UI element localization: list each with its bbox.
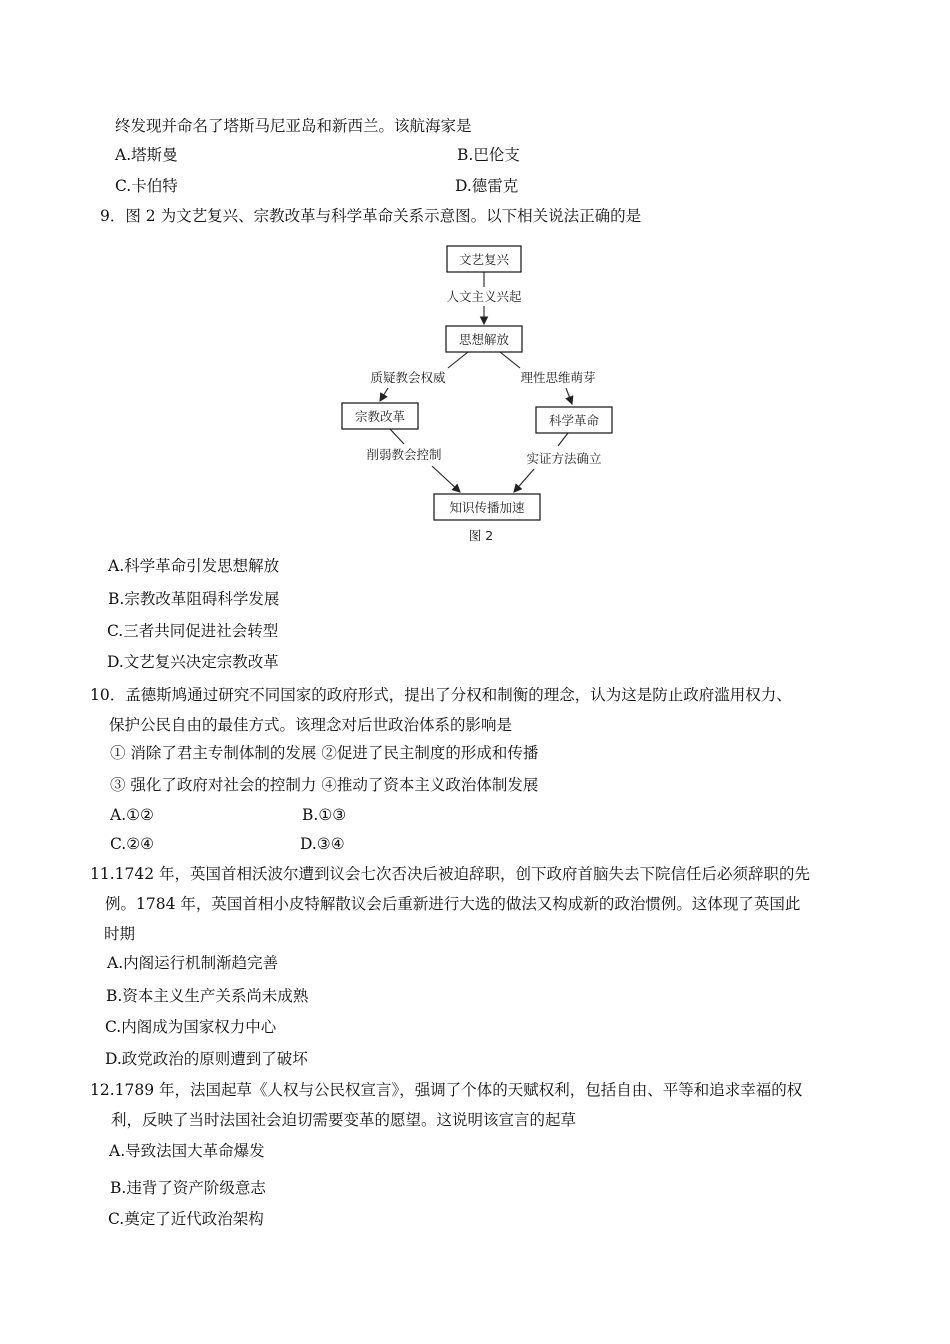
q12-option-c: C.奠定了近代政治架构 [108,1210,264,1228]
q9-option-d: D.文艺复兴决定宗教改革 [107,653,279,671]
q12-option-b: B.违背了资产阶级意志 [110,1179,266,1197]
q9-stem: 9．图 2 为文艺复兴、宗教改革与科学革命关系示意图。以下相关说法正确的是 [100,207,642,225]
box-knowledge-label: 知识传播加速 [449,500,525,515]
q8-option-a: A.塔斯曼 [115,146,178,164]
q11-stem-line2: 例。1784 年，英国首相小皮特解散议会后重新进行大选的做法又构成新的政治惯例。这体现了英国此 [105,895,801,913]
label-question-church: 质疑教会权威 [370,370,446,385]
q12-stem-line2: 利，反映了当时法国社会迫切需要变革的愿望。这说明该宣言的起草 [111,1111,577,1129]
arrow-to-science [566,388,572,404]
q12-stem-line1: 12.1789 年，法国起草《人权与公民权宣言》，强调了个体的天赋权利，包括自由、平等和追求幸福的权 [90,1081,803,1099]
label-humanism: 人文主义兴起 [446,289,522,304]
q8-option-b: B.巴伦支 [457,146,520,164]
figure-caption: 图 2 [468,528,494,543]
q8-option-d: D.德雷克 [455,177,519,195]
box-reformation-label: 宗教改革 [354,409,406,424]
arrow-science-down [558,433,568,446]
q11-stem-line3: 时期 [104,925,136,943]
q10-stem-line2: 保护公民自由的最佳方式。该理念对后世政治体系的影响是 [109,716,513,734]
q10-option-b: B.①③ [302,806,347,824]
q10-items-line1: ① 消除了君主专制体制的发展 ②促进了民主制度的形成和传播 [110,744,539,762]
box-renaissance-label: 文艺复兴 [458,252,510,267]
q9-option-a: A.科学革命引发思想解放 [108,557,280,575]
q12-option-a: A.导致法国大革命爆发 [109,1142,265,1160]
label-rational-thought: 理性思维萌芽 [520,370,596,385]
arrow-to-knowledge-left [432,466,460,492]
arrow-liberation-right [500,352,520,368]
q11-stem-line1: 11.1742 年，英国首相沃波尔遭到议会七次否决后被迫辞职，创下政府首脑失去下院信任后必须辞职的先 [90,865,811,883]
label-empirical: 实证方法确立 [526,451,602,466]
relationship-diagram [330,238,630,550]
q10-option-a: A.①② [110,806,154,824]
q11-option-d: D.政党政治的原则遭到了破坏 [105,1050,308,1068]
box-liberation-label: 思想解放 [458,332,510,347]
q10-option-c: C.②④ [110,835,155,853]
label-weaken-church: 削弱教会控制 [366,447,442,462]
q10-option-d: D.③④ [300,835,345,853]
arrow-to-reformation [380,388,388,401]
q8-option-c: C.卡伯特 [115,177,178,195]
q10-items-line2: ③ 强化了政府对社会的控制力 ④推动了资本主义政治体制发展 [110,776,539,794]
q9-option-c: C.三者共同促进社会转型 [107,622,279,640]
box-science-label: 科学革命 [548,413,600,428]
arrow-reformation-down [390,429,404,444]
q8-stem-tail: 终发现并命名了塔斯马尼亚岛和新西兰。该航海家是 [115,117,472,135]
arrow-to-knowledge-right [514,469,534,492]
arrow-liberation-left [448,352,468,368]
q11-option-a: A.内阁运行机制渐趋完善 [107,954,279,972]
q11-option-c: C.内阁成为国家权力中心 [105,1018,277,1036]
q11-option-b: B.资本主义生产关系尚未成熟 [106,987,309,1005]
q9-option-b: B.宗教改革阻碍科学发展 [108,590,280,608]
q10-stem-line1: 10．孟德斯鸠通过研究不同国家的政府形式，提出了分权和制衡的理念，认为这是防止政府滥用权力、 [90,686,792,704]
